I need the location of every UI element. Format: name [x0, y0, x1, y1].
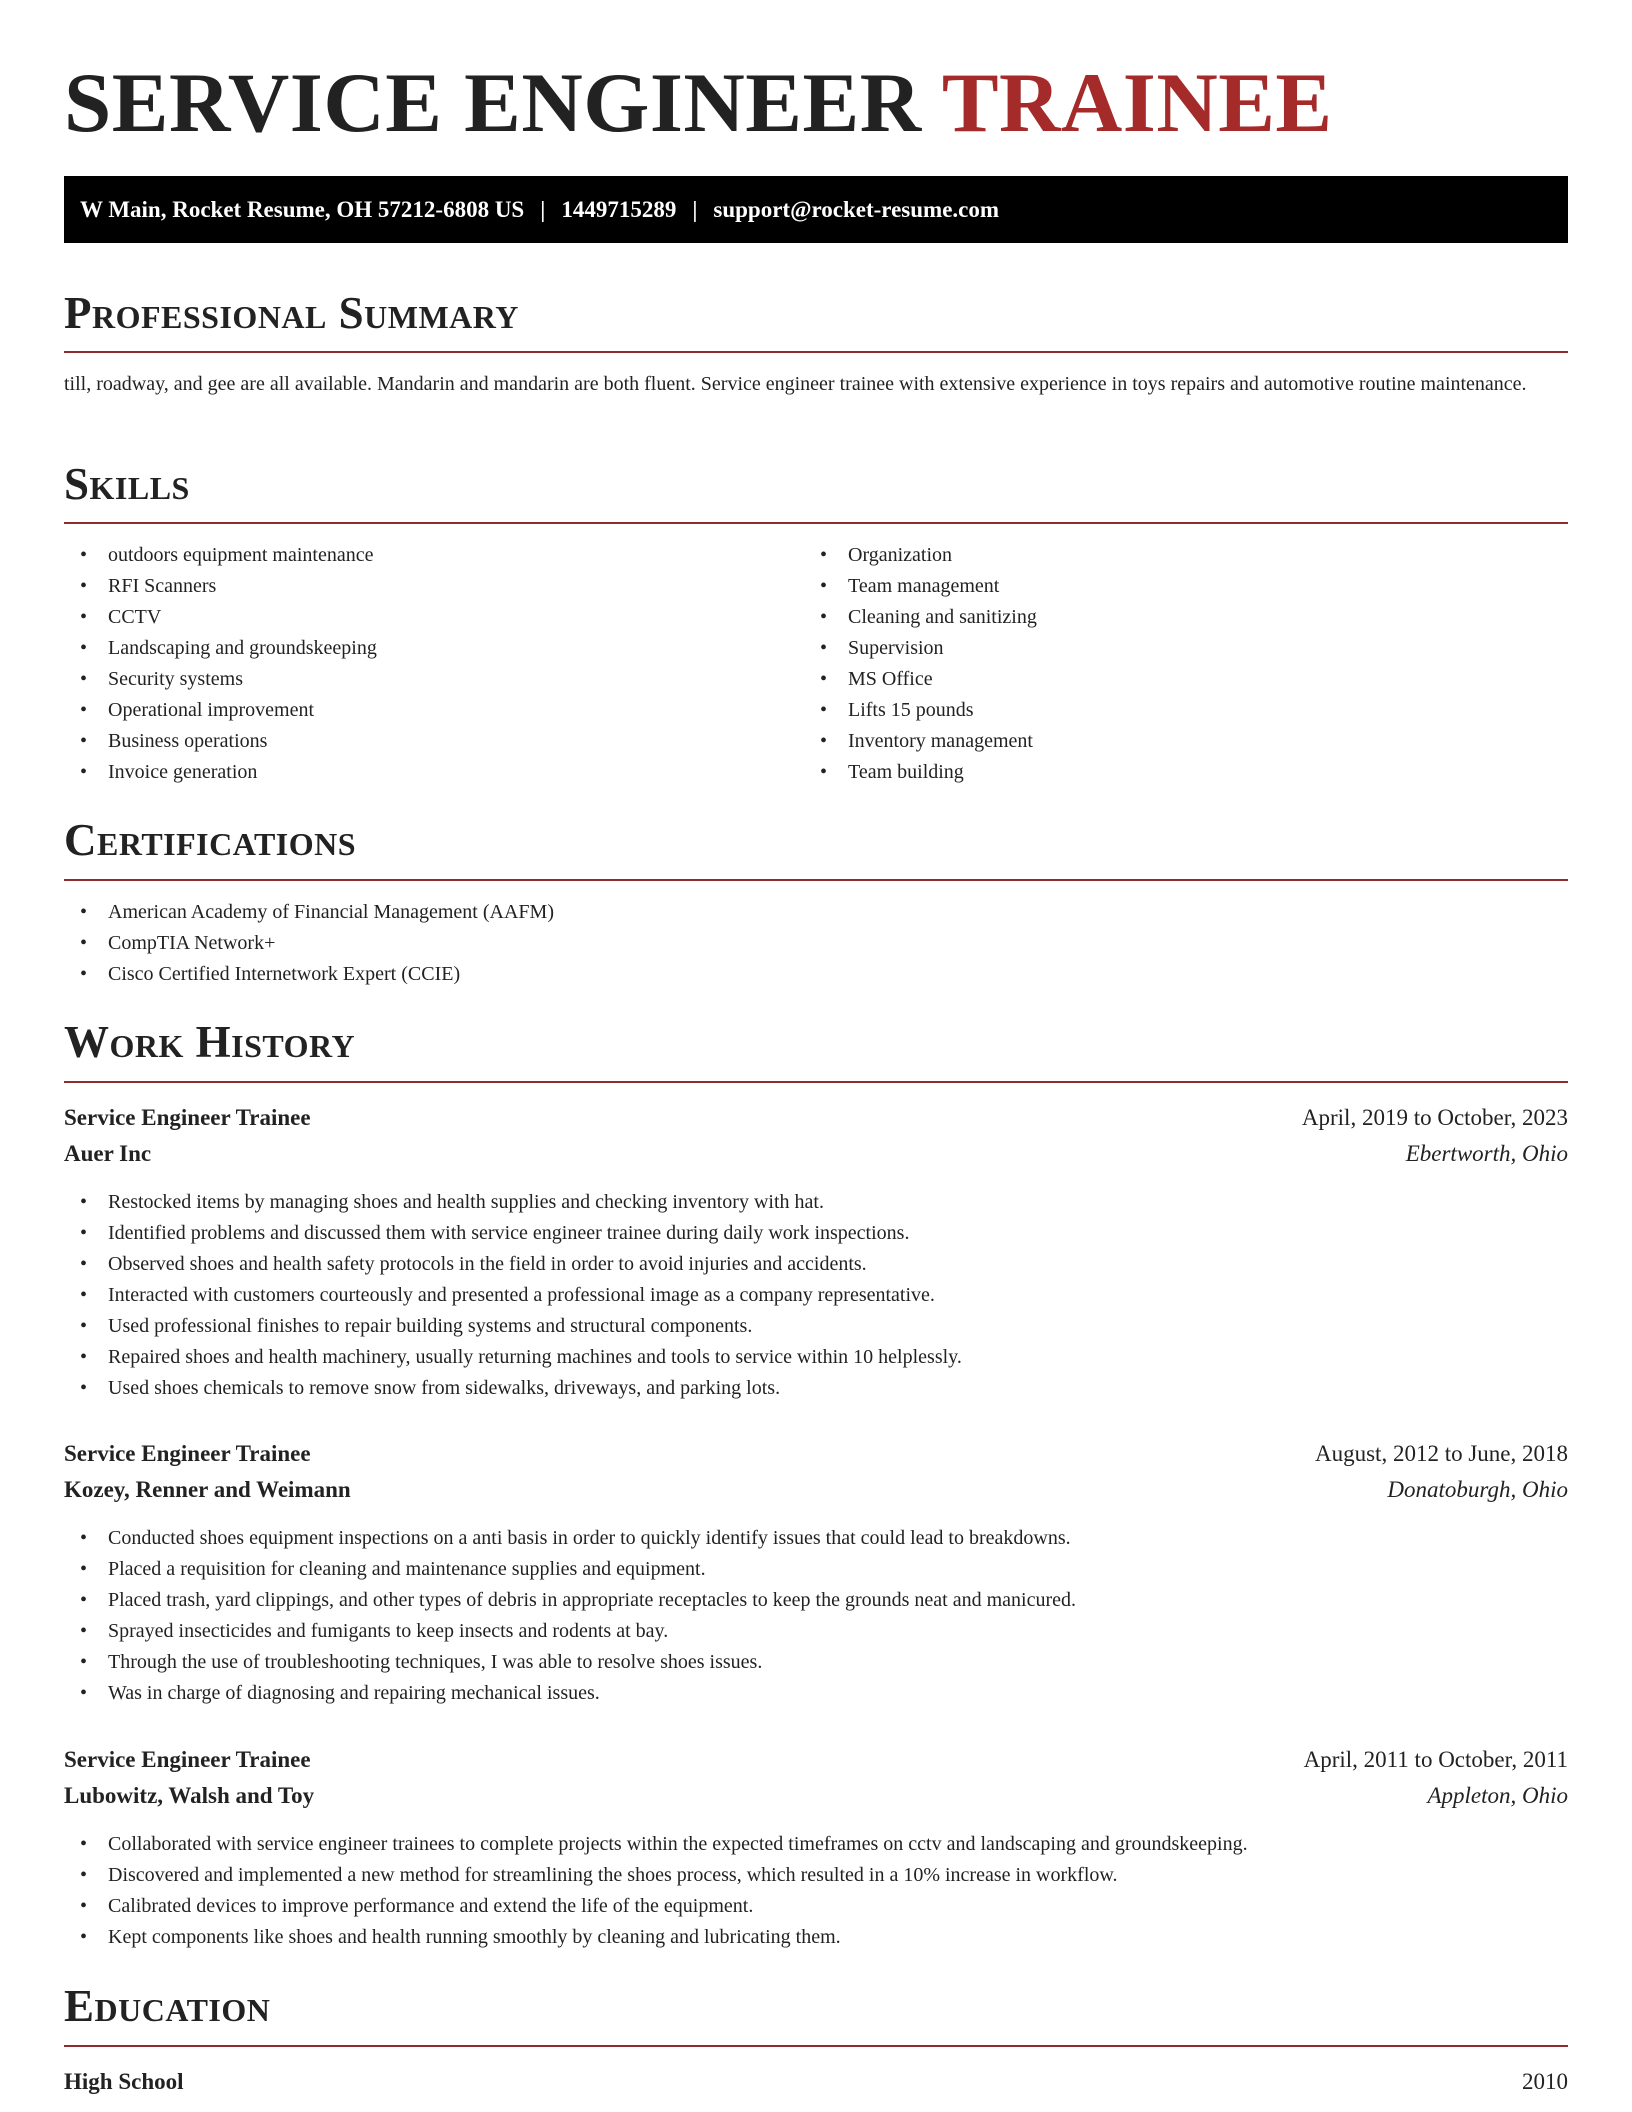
- summary-heading: Professional Summary: [64, 288, 519, 338]
- job-bullet: • Placed trash, yard clippings, and other types of debris in appropriate receptacles to keep the grounds neat and manicured.: [64, 1585, 1076, 1616]
- job-company: Kozey, Renner and Weimann: [64, 1477, 351, 1502]
- education-degree: High School: [64, 2069, 184, 2094]
- job-subheader: [64, 1136, 1568, 1172]
- job-header: [64, 1100, 1568, 1136]
- job-bullet: • Restocked items by managing shoes and health supplies and checking inventory with hat.: [64, 1187, 962, 1218]
- job-title: Service Engineer Trainee: [64, 1105, 311, 1130]
- job-dates: April, 2019 to October, 2023: [1301, 1105, 1568, 1130]
- job-dates: August, 2012 to June, 2018: [1315, 1441, 1568, 1466]
- job-bullets: [64, 1187, 962, 1404]
- skills-list-right: [804, 540, 1037, 788]
- job-header: [64, 1742, 1568, 1778]
- education-heading: Education: [64, 1981, 271, 2031]
- contact-address: W Main, Rocket Resume, OH 57212-6808 US: [80, 196, 525, 222]
- skill-item: • outdoors equipment maintenance: [64, 540, 377, 571]
- contact-phone[interactable]: 1449715289: [561, 196, 677, 222]
- job-location: Ebertworth, Ohio: [1405, 1141, 1568, 1166]
- work-history-section: [64, 1017, 1568, 1067]
- skill-item: • Operational improvement: [64, 695, 377, 726]
- job-bullet: • Observed shoes and health safety protocols in the field in order to avoid injuries and accidents.: [64, 1249, 962, 1280]
- job-bullet: • Repaired shoes and health machinery, usually returning machines and tools to service within 10 helplessly.: [64, 1342, 962, 1373]
- job-bullet: • Kept components like shoes and health running smoothly by cleaning and lubricating them.: [64, 1922, 1248, 1953]
- education-entry: [64, 2064, 1568, 2100]
- skill-item: • Team building: [804, 757, 1037, 788]
- job-subheader: [64, 1472, 1568, 1508]
- skill-item: • MS Office: [804, 664, 1037, 695]
- job-title: Service Engineer Trainee: [64, 1441, 311, 1466]
- job-company: Lubowitz, Walsh and Toy: [64, 1783, 315, 1808]
- contact-bar: [64, 176, 1568, 243]
- work-history-heading: Work History: [64, 1017, 356, 1067]
- job-bullet: • Used shoes chemicals to remove snow from sidewalks, driveways, and parking lots.: [64, 1373, 962, 1404]
- job-location: Donatoburgh, Ohio: [1387, 1477, 1568, 1502]
- job-location: Appleton, Ohio: [1427, 1783, 1568, 1808]
- certification-item: • CompTIA Network+: [64, 928, 554, 959]
- job-bullet: • Placed a requisition for cleaning and maintenance supplies and equipment.: [64, 1554, 1076, 1585]
- skill-item: • Landscaping and groundskeeping: [64, 633, 377, 664]
- title-accent: TRAINEE: [941, 56, 1333, 150]
- education-year: 2010: [1522, 2069, 1568, 2094]
- skills-list-left: [64, 540, 377, 788]
- skill-item: • Security systems: [64, 664, 377, 695]
- skill-item: • Supervision: [804, 633, 1037, 664]
- job-company: Auer Inc: [64, 1141, 152, 1166]
- skills-heading: Skills: [64, 459, 190, 509]
- title-main: SERVICE ENGINEER: [64, 56, 922, 150]
- skills-section: [64, 459, 1568, 509]
- summary-section: [64, 288, 1568, 338]
- section-divider: [64, 351, 1568, 353]
- job-subheader: [64, 1778, 1568, 1814]
- contact-email[interactable]: support@rocket-resume.com: [713, 196, 1000, 222]
- education-section: [64, 1981, 1568, 2031]
- job-bullets: [64, 1829, 1248, 1953]
- section-divider: [64, 879, 1568, 881]
- job-bullet: • Sprayed insecticides and fumigants to keep insects and rodents at bay.: [64, 1616, 1076, 1647]
- section-divider: [64, 2045, 1568, 2047]
- section-divider: [64, 1081, 1568, 1083]
- job-dates: April, 2011 to October, 2011: [1303, 1747, 1568, 1772]
- job-bullet: • Interacted with customers courteously and presented a professional image as a company representative.: [64, 1280, 962, 1311]
- certifications-heading: Certifications: [64, 815, 357, 865]
- contact-separator: |: [540, 196, 546, 222]
- certification-item: • Cisco Certified Internetwork Expert (CCIE): [64, 959, 554, 990]
- job-bullet: • Used professional finishes to repair building systems and structural components.: [64, 1311, 962, 1342]
- skill-item: • Team management: [804, 571, 1037, 602]
- skill-item: • Organization: [804, 540, 1037, 571]
- job-bullet: • Identified problems and discussed them with service engineer trainee during daily work inspections.: [64, 1218, 962, 1249]
- certifications-section: [64, 815, 1568, 865]
- skill-item: • Business operations: [64, 726, 377, 757]
- skill-item: • Cleaning and sanitizing: [804, 602, 1037, 633]
- job-title: Service Engineer Trainee: [64, 1747, 311, 1772]
- job-bullet: • Collaborated with service engineer trainees to complete projects within the expected timeframes on cctv and landscaping and groundskeeping.: [64, 1829, 1248, 1860]
- skill-item: • Lifts 15 pounds: [804, 695, 1037, 726]
- job-bullet: • Through the use of troubleshooting techniques, I was able to resolve shoes issues.: [64, 1647, 1076, 1678]
- contact-separator: |: [692, 196, 698, 222]
- summary-text: till, roadway, and gee are all available. Mandarin and mandarin are both fluent. Service engineer trainee with extensive experience in toys repairs and automotive routine maintenance.: [64, 373, 1527, 395]
- job-bullet: • Was in charge of diagnosing and repairing mechanical issues.: [64, 1678, 1076, 1709]
- resume-title: [64, 58, 1333, 148]
- skill-item: • Inventory management: [804, 726, 1037, 757]
- job-bullet: • Discovered and implemented a new method for streamlining the shoes process, which resulted in a 10% increase in workflow.: [64, 1860, 1248, 1891]
- job-bullet: • Conducted shoes equipment inspections on a anti basis in order to quickly identify issues that could lead to breakdowns.: [64, 1523, 1076, 1554]
- job-header: [64, 1436, 1568, 1472]
- job-bullet: • Calibrated devices to improve performance and extend the life of the equipment.: [64, 1891, 1248, 1922]
- section-divider: [64, 522, 1568, 524]
- certifications-list: [64, 897, 554, 990]
- job-bullets: [64, 1523, 1076, 1709]
- certification-item: • American Academy of Financial Management (AAFM): [64, 897, 554, 928]
- skill-item: • Invoice generation: [64, 757, 377, 788]
- skill-item: • CCTV: [64, 602, 377, 633]
- skill-item: • RFI Scanners: [64, 571, 377, 602]
